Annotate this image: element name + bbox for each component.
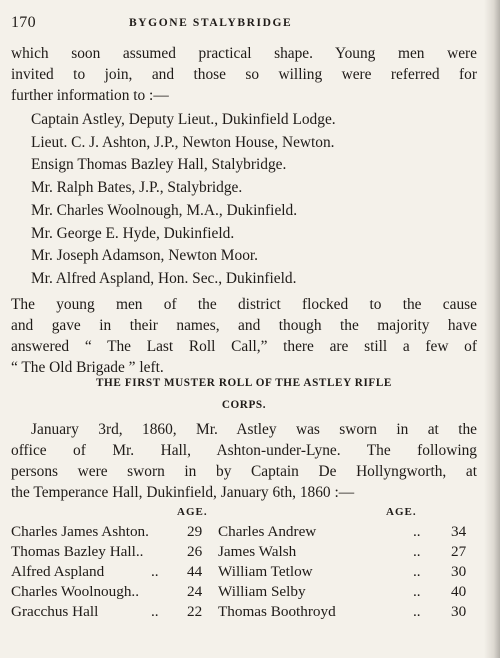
- text-line: answered “ The Last Roll Call,” there are still a few of: [11, 338, 477, 355]
- member-age: 34: [451, 523, 467, 540]
- officer-entry: Captain Astley, Deputy Lieut., Dukinfield Lodge.: [31, 111, 336, 128]
- table-row: [11, 563, 477, 583]
- member-name: Gracchus Hall: [11, 603, 99, 620]
- member-name: Thomas Boothroyd: [218, 603, 336, 620]
- text-line: office of Mr. Hall, Ashton-under-Lyne. The following: [11, 442, 477, 459]
- member-age: 40: [451, 583, 467, 600]
- table-row: [11, 583, 477, 603]
- officer-entry: Lieut. C. J. Ashton, J.P., Newton House, Newton.: [31, 133, 335, 151]
- sworn-paragraph: [11, 419, 477, 503]
- officer-entry: Mr. George E. Hyde, Dukinfield.: [31, 224, 235, 242]
- intro-paragraph: [11, 43, 477, 106]
- officer-entry: Mr. Alfred Aspland, Hon. Sec., Dukinfield.: [31, 269, 297, 287]
- section-heading-line: CORPS.: [221, 399, 267, 411]
- member-name: Charles James Ashton.: [11, 523, 149, 540]
- leader-dots: ..: [413, 583, 421, 600]
- running-title: BYGONE STALYBRIDGE: [129, 17, 293, 29]
- officer-entry: Ensign Thomas Bazley Hall, Stalybridge.: [31, 156, 287, 174]
- member-age: 30: [451, 603, 467, 620]
- officer-entry: Mr. Ralph Bates, J.P., Stalybridge.: [31, 179, 243, 197]
- text-line: further information to :—: [11, 87, 169, 104]
- member-age: 24: [187, 583, 203, 600]
- age-column-header: AGE.: [386, 506, 417, 518]
- member-name: Charles Woolnough..: [11, 583, 140, 600]
- member-age: 22: [187, 603, 203, 620]
- text-line: invited to join, and those so willing were referred for: [11, 66, 477, 83]
- text-line: and gave in their names, and though the majority have: [11, 317, 477, 334]
- text-line: January 3rd, 1860, Mr. Astley was sworn in at the: [31, 421, 477, 438]
- table-row: [11, 603, 477, 623]
- leader-dots: ..: [413, 603, 421, 620]
- text-line: the Temperance Hall, Dukinfield, January 6th, 1860 :—: [11, 484, 355, 501]
- member-name: William Selby: [218, 583, 306, 600]
- flocked-paragraph: [11, 294, 477, 378]
- officer-entry: Mr. Joseph Adamson, Newton Moor.: [31, 247, 259, 265]
- member-name: Thomas Bazley Hall..: [11, 543, 144, 560]
- text-line: persons were sworn in by Captain De Hollyngworth, at: [11, 463, 477, 480]
- member-name: James Walsh: [218, 543, 297, 560]
- table-row: [11, 543, 477, 563]
- leader-dots: ..: [413, 543, 421, 560]
- section-heading-line: THE FIRST MUSTER ROLL OF THE ASTLEY RIFLE: [96, 377, 392, 389]
- member-age: 44: [187, 563, 203, 580]
- text-line: “ The Old Brigade ” left.: [11, 359, 164, 376]
- table-row: [11, 523, 477, 543]
- text-line: The young men of the district flocked to the cause: [11, 296, 477, 313]
- leader-dots: ..: [413, 523, 421, 540]
- member-age: 30: [451, 563, 467, 580]
- member-age: 26: [187, 543, 203, 560]
- member-name: Alfred Aspland: [11, 563, 105, 580]
- member-name: Charles Andrew: [218, 523, 317, 540]
- member-age: 27: [451, 543, 467, 560]
- text-line: which soon assumed practical shape. Young men were: [11, 45, 477, 62]
- page-edge-shadow: [484, 0, 500, 658]
- page-header: [11, 14, 477, 34]
- age-column-header: AGE.: [177, 506, 208, 518]
- leader-dots: ..: [151, 603, 159, 620]
- section-heading: [11, 372, 477, 416]
- officer-entry: Mr. Charles Woolnough, M.A., Dukinfield.: [31, 201, 298, 219]
- member-age: 29: [187, 523, 203, 540]
- leader-dots: ..: [413, 563, 421, 580]
- member-name: William Tetlow: [218, 563, 313, 580]
- page-number: 170: [11, 14, 36, 31]
- leader-dots: ..: [151, 563, 159, 580]
